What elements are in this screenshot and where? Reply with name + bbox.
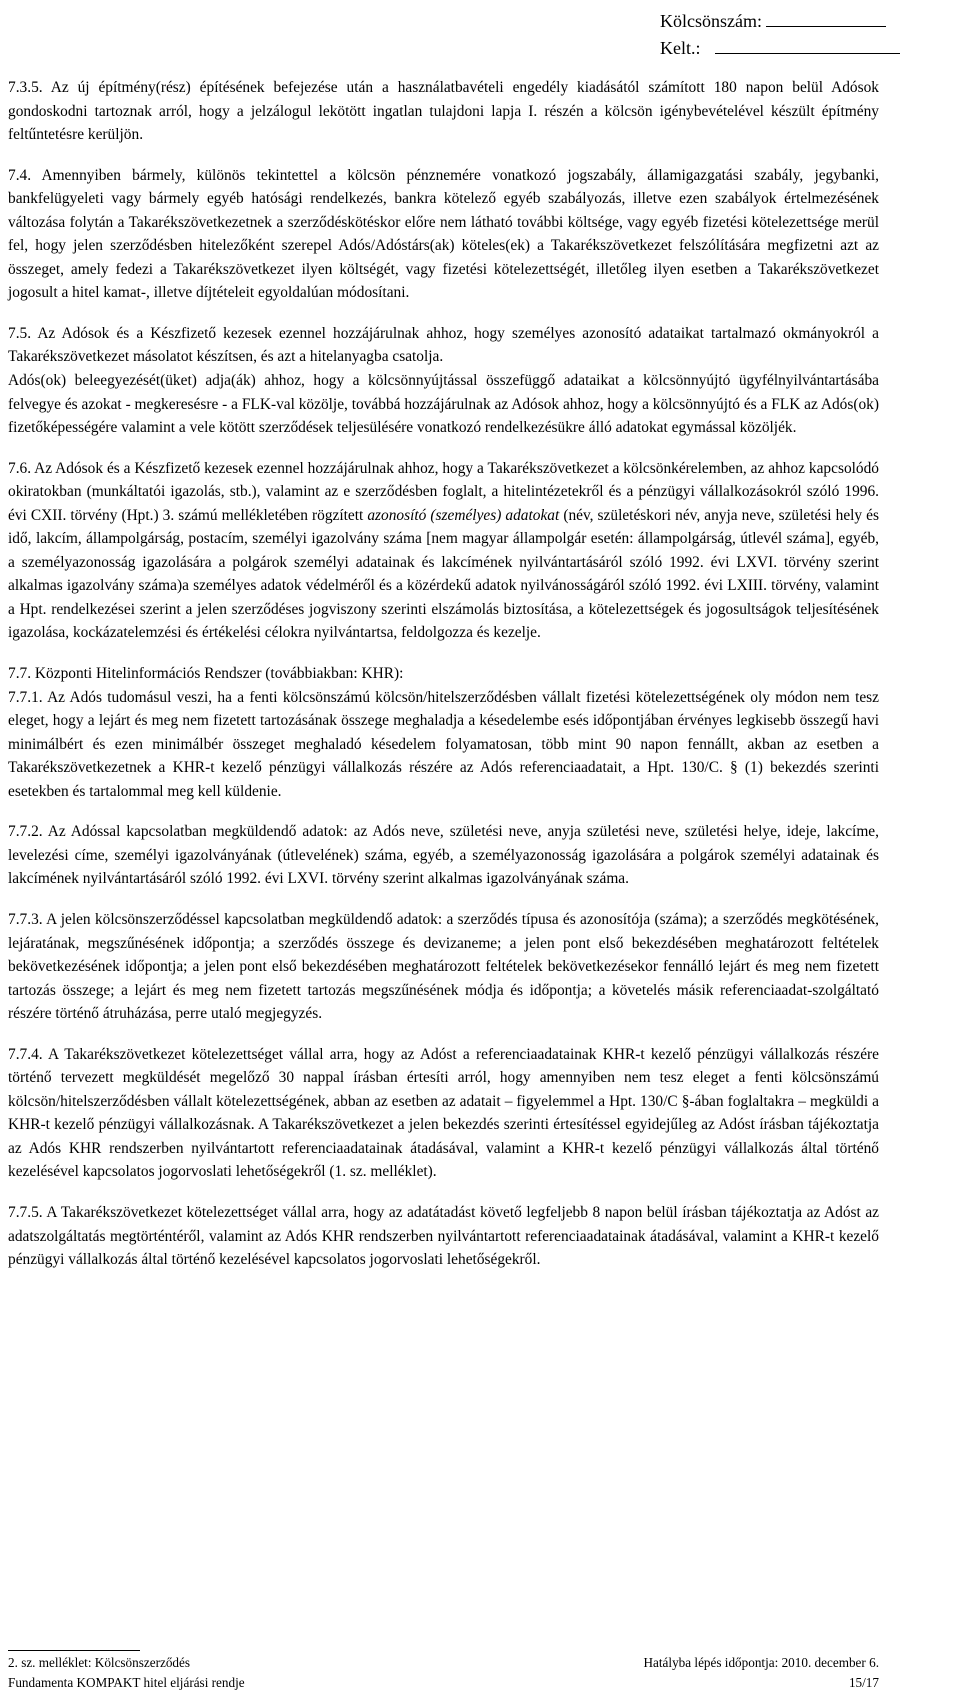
document-body [8, 76, 879, 1289]
emphasized-text: azonosító (személyes) adatokat [367, 506, 560, 524]
page-number: 15/17 [848, 1675, 879, 1690]
paragraph: 7.7.3. A jelen kölcsönszerződéssel kapcsolatban megküldendő adatok: a szerződés típusa és azonosítója (száma); a szerződés megkötésének, lejáratának, megszűnésének időpontja; a szerződés összege és devizaneme; a jelen pont első bekezdésében meghatározott feltételek bekövetkezésének időpontja; a jelen pont első bekezdésében meghatározott feltételek bekövetkezésekor fennálló lejárt és meg nem fizetett tartozás összege; a lejárt és meg nem fizetett tartozás megszűnésének módja és időpontja; a követelés másik referenciaadat-szolgáltató részére történő átruházása, perre utaló megjegyzés. [8, 910, 879, 1023]
section-heading: 7.7. Központi Hitelinformációs Rendszer (továbbiakban: KHR): [8, 665, 404, 683]
loan-number-row [660, 8, 900, 35]
rules-title: Fundamenta KOMPAKT hitel eljárási rendje [8, 1675, 245, 1690]
date-blank [715, 35, 901, 54]
paragraph-text: 7.6. Az Adósok és a Készfizető kezesek ezennel hozzájárulnak ahhoz, hogy a Takarékszövetkezet a kölcsönkérelemben, az ahhoz kapcsolódó okiratokban (munkáltatói igazolás, stb.), valamint az e szerződésben foglalt, a hitelintézetekről és a pénzügyi vállalkozásokról szóló 1996. évi CXII. törvény (Hpt.) 3. számú mellékletében rögzített [8, 459, 879, 524]
paragraph: 7.7.5. A Takarékszövetkezet kötelezettséget vállal arra, hogy az adatátadást követő legfeljebb 8 napon belül írásban tájékoztatja az Adóst az adatszolgáltatás megtörténtéről, valamint az Adós KHR rendszerben nyilvántartott referenciaadatainak átadásával, valamint a KHR-t kezelő pénzügyi vállalkozás által történő kezelésével kapcsolatos jogorvoslati lehetőségekről. [8, 1203, 879, 1269]
paragraph [8, 457, 879, 645]
section-7-7-2 [8, 820, 879, 891]
paragraph: 7.4. Amennyiben bármely, különös tekintettel a kölcsön pénznemére vonatkozó jogszabály, államigazgatási szabály, jegybanki, bankfelügyeleti vagy bármely egyéb hatósági rendelkezés, bankra kötelező egyéb szabályozás, illetve ezen szabályok értelmezésének változása folytán a Takarékszövetkezetnek a szerződéskötéskor előre nem látható további költsége, vagy egyéb fizetési kötelezettsége merül fel, hogy jelen szerződésben hitelezőként szerepel Adós/Adóstárs(ak) köteles(ek) a Takarékszövetkezet felszólítására megfizetni azt az összeget, amely fedezi a Takarékszövetkezet ilyen költségét, vagy fizetési kötelezettségét, illetőleg ilyen esetben a Takarékszövetkezet jogosult a hitel kamat-, illetve díjtételeit egyoldalúan módosítani. [8, 166, 879, 302]
paragraph: 7.3.5. Az új építmény(rész) építésének befejezése után a használatbavételi engedély kiadásától számított 180 napon belül Adósok gondoskodni tartoznak arról, hogy a jelzálogul lekötött ingatlan tulajdoni lapja I. részén a kölcsön igénybevételével készült építmény feltűntetésre kerüljön. [8, 79, 879, 144]
section-7-4 [8, 164, 879, 305]
loan-number-blank [766, 8, 886, 27]
paragraph: 7.7.4. A Takarékszövetkezet kötelezettséget vállal arra, hogy az Adóst a referenciaadatainak KHR-t kezelő pénzügyi vállalkozás részére történő tervezett megküldését megelőző 30 nappal írásban értesíti arról, hogy amennyiben nem tesz eleget a fenti kölcsönszámú kölcsön/hitelszerződésben vállalt kötelezettségének, abban az esetben az adatait – figyelemmel a Hpt. 130/C §-ában foglaltakra – megküldi a KHR-t kezelő pénzügyi vállalkozásnak. A Takarékszövetkezet a jelen bekezdés szerinti értesítéssel egyidejűleg az Adóst írásban tájékoztatja az Adós KHR rendszerben nyilvántartott referenciaadatainak átadásával, valamint a KHR-t kezelő pénzügyi vállalkozás által történő kezelésével kapcsolatos jogorvoslati lehetőségekről (1. sz. melléklet). [8, 1045, 879, 1181]
section-7-7-3 [8, 908, 879, 1026]
attachment-label: 2. sz. melléklet: Kölcsönszerződés [8, 1655, 191, 1670]
paragraph: 7.7.1. Az Adós tudomásul veszi, ha a fenti kölcsönszámú kölcsön/hitelszerződésben vállalt fizetési kötelezettségének oly módon nem tesz eleget, hogy a lejárt és meg nem fizetett tartozásának összege meghaladja a késedelembe esés időpontjában érvényes legkisebb összegű havi minimálbért és ezen minimálbér összeget meghaladó késedelem folyamatosan, több mint 90 napon fennállt, akban az esetben a Takarékszövetkezetnek a KHR-t kezelő pénzügyi vállalkozás részére az Adós referenciaadatait, a Hpt. 130/C. § (1) bekezdés szerinti esetekben és tartalommal meg kell küldenie. [8, 688, 879, 800]
section-7-3-5 [8, 76, 879, 147]
date-label: Kelt.: [660, 38, 701, 58]
section-7-7-5 [8, 1201, 879, 1272]
section-7-6 [8, 457, 879, 645]
footer-row-2 [8, 1673, 879, 1693]
paragraph: 7.5. Az Adósok és a Készfizető kezesek ezennel hozzájárulnak ahhoz, hogy személyes azonosító adataikat tartalmazó okmányokról a Takarékszövetkezet másolatot készítsen, és azt a hitelanyagba csatolja. [8, 324, 879, 366]
paragraph-text: (név, születéskori név, anyja neve, születési hely és idő, lakcím, állampolgárság, postacím, személyi igazolvány száma [nem magyar állampolgár esetén: állampolgárság, útlevél száma], egyéb, a személyazonosság igazolására a polgárok személyi adatainak és lakcímének nyilvántartásáról szóló 1992. évi LXVI. törvény szerint alkalmas igazolvány száma)a személyes adatok védelméről és a közérdekű adatok nyilvánosságáról szóló 1992. évi LXIII. törvény, valamint a Hpt. rendelkezései szerint a jelen szerződéses jogviszony szerinti elszámolás biztosítása, a kötelezettségek és jogosultságok teljesítésének igazolása, kockázatelemzési és értékelési célokra nyilvántartsa, feldolgozza és kezelje. [8, 506, 879, 642]
page-header [660, 8, 900, 62]
section-7-7 [8, 662, 879, 803]
footer-row-1 [8, 1653, 879, 1673]
paragraph: 7.7.2. Az Adóssal kapcsolatban megküldendő adatok: az Adós neve, születési neve, anyja születési neve, születési helye, ideje, lakcíme, levelezési címe, személyi igazolványának (útlevelének) száma, egyéb, a személyazonosság igazolására a polgárok személyi adatainak és lakcímének nyilvántartásáról szóló 1992. évi LXVI. törvény szerint alkalmas igazolványának száma. [8, 823, 879, 888]
footer-divider [8, 1650, 140, 1651]
section-7-5 [8, 322, 879, 440]
effective-date: Hatályba lépés időpontja: 2010. december 6. [643, 1655, 879, 1670]
paragraph: Adós(ok) beleegyezését(üket) adja(ák) ahhoz, hogy a kölcsönnyújtással összefüggő adataikat a kölcsönnyújtó ügyfélnyilvántartásába felvegye és azokat - megkeresésre - a FLK-val közölje, továbbá hozzájárulnak az Adósok ahhoz, hogy a kölcsönnyújtó és a FLK az Adós(ok) fizetőképességére valamint a vele kötött szerződések teljesülésére vonatkozó rendelkezésükre álló adatokat egymással közöljék. [8, 372, 879, 437]
loan-number-label: Kölcsönszám: [660, 11, 762, 31]
date-row [660, 35, 900, 62]
page-footer [8, 1650, 879, 1693]
section-7-7-4 [8, 1043, 879, 1184]
